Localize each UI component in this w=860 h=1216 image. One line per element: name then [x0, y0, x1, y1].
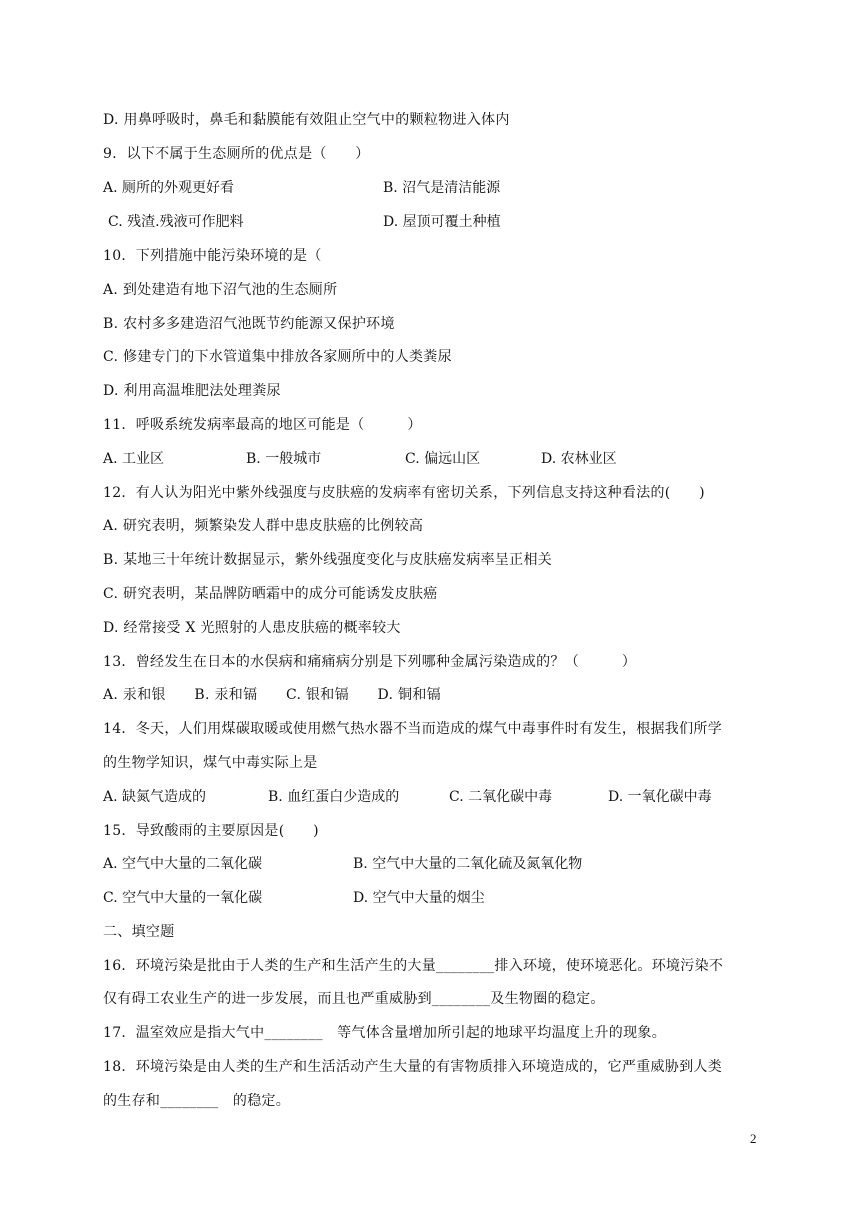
question-11: 11．呼吸系统发病率最高的地区可能是（ ）	[103, 417, 422, 433]
q14-option-c: C. 二氧化碳中毒	[449, 789, 553, 805]
q9-option-b: B. 沼气是清洁能源	[383, 180, 501, 196]
q10-option-a: A. 到处建造有地下沼气池的生态厕所	[103, 282, 338, 298]
question-16-line-1: 16．环境污染是批由于人类的生产和生活产生的大量________排入环境，使环境恶化。环境污染不	[103, 958, 724, 974]
question-18-line-1: 18．环境污染是由人类的生产和生活活动产生大量的有害物质排入环境造成的，它严重威胁到人类	[103, 1059, 723, 1075]
question-15: 15．导致酸雨的主要原因是( )	[103, 823, 319, 839]
q15-option-b: B. 空气中大量的二氧化硫及氮氧化物	[353, 856, 583, 872]
question-16-line-2: 仅有碍工农业生产的进一步发展，而且也严重威胁到________及生物圈的稳定。	[103, 991, 605, 1007]
q15-option-d: D. 空气中大量的烟尘	[353, 890, 485, 906]
q10-option-b: B. 农村多多建造沼气池既节约能源又保护环境	[103, 316, 395, 332]
q10-option-d: D. 利用高温堆肥法处理粪尿	[103, 383, 281, 399]
q14-option-d: D. 一氧化碳中毒	[608, 789, 712, 805]
q13-options: A. 汞和银 B. 汞和镉 C. 银和镉 D. 铜和镉	[103, 687, 441, 703]
q12-option-a: A. 研究表明，频繁染发人群中患皮肤癌的比例较高	[103, 518, 424, 534]
question-13: 13．曾经发生在日本的水俣病和痛痛病分别是下列哪种金属污染造成的？（ ）	[103, 654, 637, 670]
q12-option-d: D. 经常接受 X 光照射的人患皮肤癌的概率较大	[103, 620, 401, 636]
q12-option-b: B. 某地三十年统计数据显示，紫外线强度变化与皮肤癌发病率呈正相关	[103, 552, 553, 568]
q9-options-row-2	[103, 212, 763, 232]
q14-option-a: A. 缺氮气造成的	[103, 789, 207, 805]
question-14-line-1: 14．冬天，人们用煤碳取暖或使用燃气热水器不当而造成的煤气中毒事件时有发生，根据我们所学	[103, 721, 723, 737]
q11-option-a: A. 工业区	[103, 451, 165, 467]
question-9: 9．以下不属于生态厕所的优点是（ ）	[103, 146, 370, 162]
question-17: 17．温室效应是指大气中________ 等气体含量增加所引起的地球平均温度上升的现象。	[103, 1025, 667, 1041]
q14-option-b: B. 血红蛋白少造成的	[268, 789, 400, 805]
q14-options-row	[103, 787, 763, 807]
q15-option-c: C. 空气中大量的一氧化碳	[103, 890, 263, 906]
page-number: 2	[750, 1131, 757, 1146]
question-18-line-2: 的生存和________ 的稳定。	[103, 1093, 291, 1109]
q15-options-row-1	[103, 854, 763, 874]
q10-option-c: C. 修建专门的下水管道集中排放各家厕所中的人类粪尿	[103, 349, 452, 365]
q15-option-a: A. 空气中大量的二氧化碳	[103, 856, 263, 872]
section-heading-fill-in: 二、填空题	[103, 924, 175, 940]
q11-option-b: B. 一般城市	[246, 451, 322, 467]
question-12: 12．有人认为阳光中紫外线强度与皮肤癌的发病率有密切关系，下列信息支持这种看法的( )	[103, 485, 705, 501]
q11-option-d: D. 农林业区	[541, 451, 617, 467]
q11-options-row	[103, 449, 763, 469]
question-10: 10．下列措施中能污染环境的是（	[103, 248, 322, 264]
q12-option-c: C. 研究表明，某品牌防晒霜中的成分可能诱发皮肤癌	[103, 586, 438, 602]
q9-option-a: A. 厕所的外观更好看	[103, 180, 235, 196]
q11-option-c: C. 偏远山区	[405, 451, 481, 467]
q15-options-row-2	[103, 888, 763, 908]
q9-option-c: C. 残渣.残液可作肥料	[108, 214, 244, 230]
q8-option-d: D. 用鼻呼吸时，鼻毛和黏膜能有效阻止空气中的颗粒物进入体内	[103, 112, 510, 128]
q9-option-d: D. 屋顶可覆土种植	[383, 214, 501, 230]
question-14-line-2: 的生物学知识，煤气中毒实际上是	[103, 755, 318, 771]
q9-options-row-1	[103, 178, 763, 198]
